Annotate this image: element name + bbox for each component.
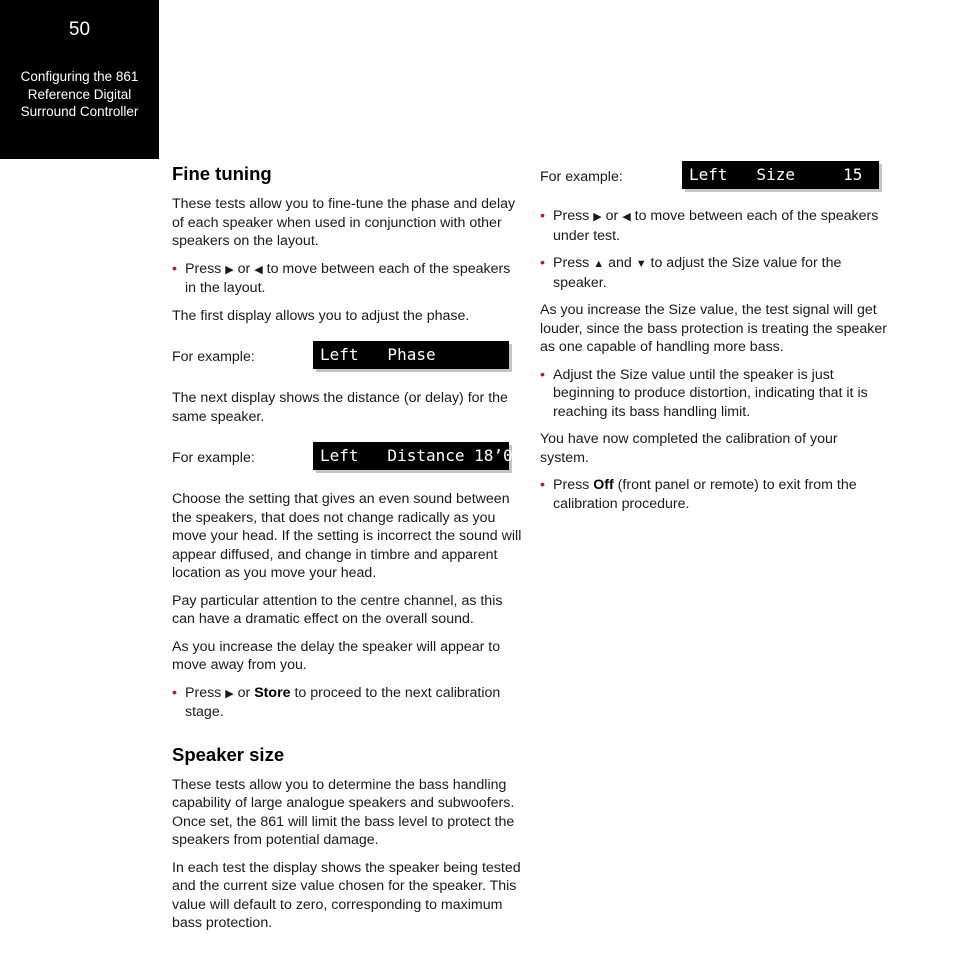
centre-channel-text: Pay particular attention to the centre channel, as this can have a dramatic effect on the overall sound. — [172, 592, 503, 627]
fine-tuning-intro: These tests allow you to fine-tune the phase and delay of each speaker when used in conjunction with other speakers on the layout. — [172, 196, 516, 249]
page-number: 50 — [68, 19, 91, 40]
down-arrow-icon: ▼ — [635, 258, 647, 270]
increase-size-text: As you increase the Size value, the test signal will get louder, since the bass protection is treating the speaker as one capable of handling more bass. — [540, 302, 888, 355]
speaker-size-heading: Speaker size — [172, 743, 285, 765]
example-size — [540, 161, 890, 191]
bullet-store: • Press ▶ or Store to proceed to the next calibration stage. — [172, 684, 501, 720]
chapter-sidebar — [0, 0, 159, 159]
up-arrow-icon: ▲ — [593, 258, 605, 270]
bullet-icon: • — [172, 260, 177, 277]
bullet-icon: • — [540, 477, 545, 493]
example-label: For example: — [540, 169, 623, 185]
left-column — [172, 163, 522, 942]
right-arrow-icon: ▶ — [225, 687, 234, 700]
bullet-distortion: • Adjust the Size value until the speaker is just beginning to produce distortion, indicating that it is reaching its bass handling limit. — [540, 366, 868, 420]
example-label: For example: — [172, 450, 255, 466]
completed-text: You have now completed the calibration of your system. — [540, 431, 838, 466]
fine-tuning-heading: Fine tuning — [172, 163, 272, 184]
lcd-display-distance: Left Distance 18’0 — [313, 442, 509, 470]
left-arrow-icon: ◀ — [622, 211, 631, 223]
bullet-icon: • — [172, 684, 177, 701]
off-key: Off — [593, 477, 614, 493]
lcd-display-phase: Left Phase — [313, 341, 509, 369]
bullet-adjust-size: • Press ▲ and ▼ to adjust the Size value for the speaker. — [540, 255, 842, 291]
example-phase — [172, 341, 522, 371]
right-arrow-icon: ▶ — [225, 263, 234, 276]
delay-text: As you increase the delay the speaker will appear to move away from you. — [172, 638, 501, 673]
bullet-icon: • — [540, 366, 545, 383]
right-arrow-icon: ▶ — [593, 211, 602, 223]
chapter-title: Configuring the 861 Reference Digital Surround Controller — [20, 69, 139, 119]
store-key: Store — [254, 684, 291, 701]
example-label: For example: — [172, 349, 255, 365]
left-arrow-icon: ◀ — [254, 263, 263, 276]
choose-setting-text: Choose the setting that gives an even sound between the speakers, that does not change radically as you move your head. If the setting is incorrect the sound will appear diffused, and change in timbre and apparent location as you move your head. — [172, 491, 522, 581]
bullet-exit: • Press Off (front panel or remote) to exit from the calibration procedure. — [540, 477, 857, 512]
speaker-size-intro: These tests allow you to determine the bass handling capability of large analogue speakers and subwoofers. Once set, the 861 will limit the bass level to protect the speakers from potential damage. — [172, 776, 515, 848]
example-distance — [172, 442, 522, 472]
next-display-text: The next display shows the distance (or delay) for the same speaker. — [172, 390, 508, 425]
bullet-icon: • — [540, 208, 545, 224]
bullet-move-speakers-test: • Press ▶ or ◀ to move between each of the speakers under test. — [540, 208, 879, 244]
each-test-text: In each test the display shows the speaker being tested and the current size value chosen for the speaker. This value will default to zero, corresponding to maximum bass protection. — [172, 859, 521, 931]
bullet-icon: • — [540, 255, 545, 271]
right-column — [540, 161, 890, 522]
first-display-text: The first display allows you to adjust the phase. — [172, 307, 470, 324]
lcd-display-size: Left Size 15 — [682, 161, 879, 189]
bullet-move-speakers: • Press ▶ or ◀ to move between each of the speakers in the layout. — [172, 260, 511, 296]
